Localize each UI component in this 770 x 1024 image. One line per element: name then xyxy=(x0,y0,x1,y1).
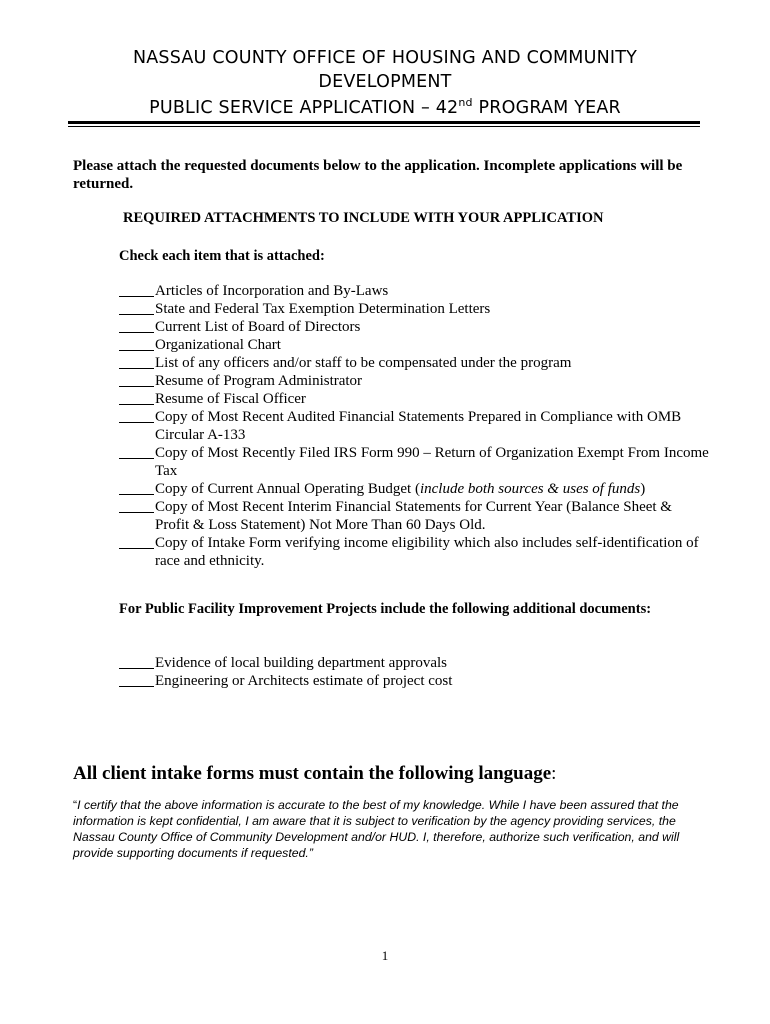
checklist-item-label: Copy of Most Recent Interim Financial Statements for Current Year (Balance Sheet & Profit & Loss Statement) Not More Than 60 Days Old. xyxy=(155,499,672,533)
intake-forms-heading xyxy=(73,763,556,785)
header-rule-thin xyxy=(68,126,700,127)
check-blank[interactable] xyxy=(119,372,154,387)
checklist-item-label xyxy=(155,480,709,498)
checklist-item xyxy=(119,390,709,408)
title-line-1: NASSAU COUNTY OFFICE OF HOUSING AND COMMUNITY xyxy=(132,48,638,68)
public-facility-checklist xyxy=(119,654,709,690)
check-instruction: Check each item that is attached: xyxy=(119,248,325,264)
attachments-checklist xyxy=(119,282,709,570)
check-blank[interactable] xyxy=(119,318,154,333)
checklist-item-label: Articles of Incorporation and By-Laws xyxy=(155,283,389,299)
check-blank[interactable] xyxy=(119,672,154,687)
checklist-item-label: Copy of Most Recent Audited Financial Statements Prepared in Compliance with OMB Circular A-133 xyxy=(155,409,682,443)
checklist-item xyxy=(119,480,709,498)
check-blank[interactable] xyxy=(119,534,154,549)
check-blank[interactable] xyxy=(119,354,154,369)
check-blank[interactable] xyxy=(119,444,154,459)
checklist-item-label: Engineering or Architects estimate of project cost xyxy=(155,673,453,689)
checklist-item-label: State and Federal Tax Exemption Determination Letters xyxy=(155,301,491,317)
required-attachments-heading: REQUIRED ATTACHMENTS TO INCLUDE WITH YOUR APPLICATION xyxy=(123,210,604,226)
checklist-item xyxy=(119,444,709,480)
checklist-item-label: Current List of Board of Directors xyxy=(155,319,361,335)
checklist-item xyxy=(119,372,709,390)
check-blank[interactable] xyxy=(119,300,154,315)
budget-label-start: Copy of Current Annual Operating Budget ( xyxy=(155,481,420,497)
title-line-3 xyxy=(70,96,700,118)
check-blank[interactable] xyxy=(119,390,154,405)
certification-statement xyxy=(73,797,705,861)
certification-text: I certify that the above information is accurate to the best of my knowledge. While I have been assured that the information is kept confidential, I am aware that it is subject to verification by the agency providing services, the Nassau County Office of Community Development and/or HUD. I, therefore, authorize such verification, and will provide supporting documents if requested.” xyxy=(73,798,680,860)
checklist-item-label: Copy of Most Recently Filed IRS Form 990 – Return of Organization Exempt From Income Tax xyxy=(155,445,709,479)
checklist-item xyxy=(119,498,709,534)
checklist-item xyxy=(119,654,709,672)
intake-heading-text: All client intake forms must contain the following language xyxy=(73,763,552,784)
check-blank[interactable] xyxy=(119,654,154,669)
check-blank[interactable] xyxy=(119,408,154,423)
checklist-item xyxy=(119,672,709,690)
checklist-item xyxy=(119,300,709,318)
checklist-item xyxy=(119,354,709,372)
title-line-3-main: PUBLIC SERVICE APPLICATION – 42 xyxy=(149,97,459,118)
check-blank[interactable] xyxy=(119,480,154,495)
checklist-item-label: Copy of Intake Form verifying income eligibility which also includes self-identification of race and ethnicity. xyxy=(155,535,699,569)
checklist-item xyxy=(119,282,709,300)
checklist-item-label: Resume of Program Administrator xyxy=(155,373,363,389)
check-blank[interactable] xyxy=(119,336,154,351)
checklist-item-label: Evidence of local building department approvals xyxy=(155,655,447,671)
intake-heading-colon: : xyxy=(551,763,557,784)
checklist-item xyxy=(119,336,709,354)
header-rule-thick xyxy=(68,121,700,124)
budget-label-italic: include both sources & uses of funds xyxy=(419,481,641,497)
check-blank[interactable] xyxy=(119,282,154,297)
title-line-3-end: PROGRAM YEAR xyxy=(472,97,621,118)
checklist-item xyxy=(119,534,709,570)
checklist-item xyxy=(119,318,709,336)
check-blank[interactable] xyxy=(119,498,154,513)
checklist-item-label: Resume of Fiscal Officer xyxy=(155,391,306,407)
open-quote: “ xyxy=(73,798,78,812)
public-facility-heading: For Public Facility Improvement Projects include the following additional documents: xyxy=(119,601,652,617)
checklist-item-label: List of any officers and/or staff to be compensated under the program xyxy=(155,355,572,371)
title-line-2: DEVELOPMENT xyxy=(318,72,452,92)
checklist-item xyxy=(119,408,709,444)
page-number: 1 xyxy=(381,948,389,963)
checklist-item-label: Organizational Chart xyxy=(155,337,281,353)
title-superscript: nd xyxy=(458,96,473,109)
budget-label-end: ) xyxy=(640,481,646,497)
intro-paragraph: Please attach the requested documents below to the application. Incomplete applications will be returned. xyxy=(73,158,683,192)
